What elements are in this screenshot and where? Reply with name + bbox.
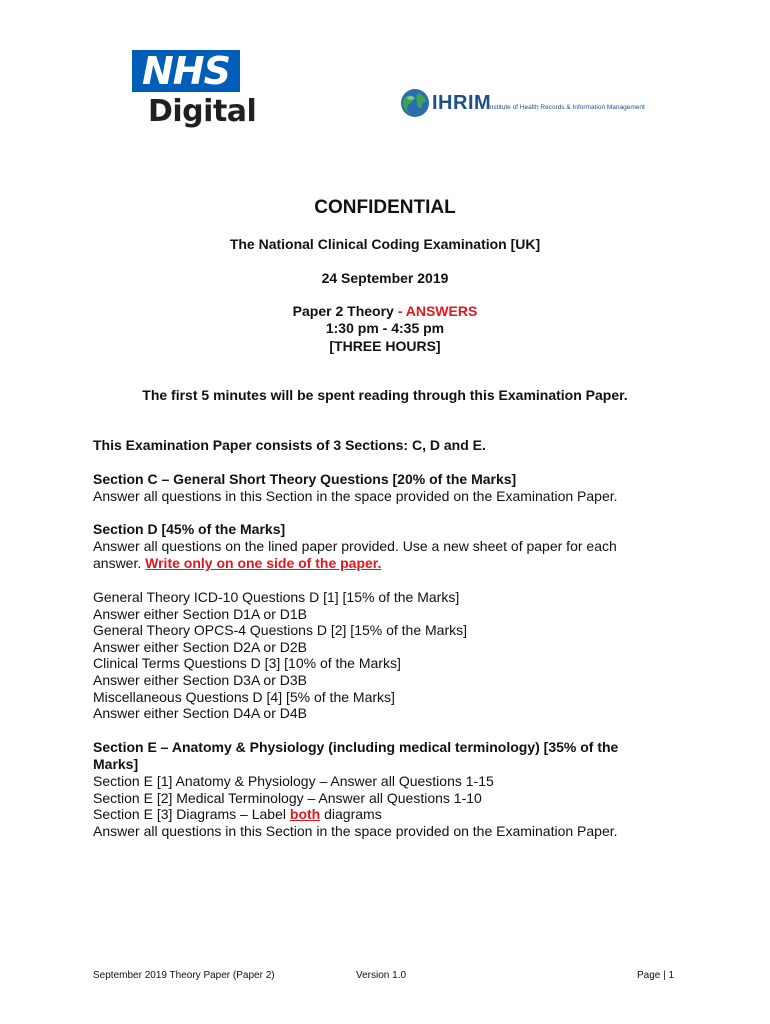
section-d-instruction-lead: answer.: [93, 555, 146, 571]
section-e-item-3-tail: diagrams: [320, 806, 382, 823]
document-title: CONFIDENTIAL: [314, 197, 456, 218]
list-item: Answer either Section D1A or D1B: [93, 605, 307, 622]
list-item: Answer either Section D3A or D3B: [93, 671, 307, 688]
list-item: Clinical Terms Questions D [3] [10% of the Marks]: [93, 655, 401, 672]
list-item: General Theory OPCS-4 Questions D [2] [15% of the Marks]: [93, 622, 468, 639]
section-d-heading: Section D [45% of the Marks]: [93, 521, 286, 537]
list-item: General Theory ICD-10 Questions D [1] [15% of the Marks]: [93, 589, 460, 605]
section-c-instruction: Answer all questions in this Section in the space provided on the Examination Paper.: [93, 488, 618, 504]
section-e-heading-line-1: Section E – Anatomy & Physiology (including medical terminology) [35% of the: [93, 739, 619, 755]
list-item: Answer either Section D2A or D2B: [93, 638, 307, 655]
list-item: Miscellaneous Questions D [4] [5% of the Marks]: [93, 688, 395, 705]
list-item: Answer either Section D4A or D4B: [93, 705, 307, 722]
section-d-list: [93, 589, 693, 722]
reading-note: The first 5 minutes will be spent reading through this Examination Paper.: [142, 387, 628, 403]
section-e-list: [93, 773, 693, 839]
exam-duration: [THREE HOURS]: [329, 338, 441, 354]
list-item: Section E [1] Anatomy & Physiology – Answer all Questions 1-15: [93, 773, 494, 789]
paper-label: Paper 2 Theory: [292, 303, 394, 319]
section-e-item-3-lead: Section E [3] Diagrams – Label: [93, 806, 290, 823]
section-c-heading: Section C – General Short Theory Questions [20% of the Marks]: [93, 471, 517, 487]
exam-name: The National Clinical Coding Examination [UK]: [229, 236, 541, 252]
nhs-logo: NHS: [132, 50, 240, 92]
exam-date: 24 September 2019: [321, 270, 449, 286]
section-d-instruction-1: Answer all questions on the lined paper provided. Use a new sheet of paper for each: [93, 538, 617, 554]
footer-left: September 2019 Theory Paper (Paper 2): [93, 970, 275, 981]
write-one-side-warning: Write only on one side of the paper.: [145, 555, 382, 571]
footer-page-number: Page | 1: [637, 970, 675, 981]
globe-icon: [400, 88, 430, 118]
list-item: [93, 806, 693, 823]
footer-version: Version 1.0: [356, 970, 407, 981]
paper-label-line: [0, 303, 770, 320]
exam-time: 1:30 pm - 4:35 pm: [325, 320, 445, 336]
section-e-heading: [93, 739, 693, 772]
sections-note: This Examination Paper consists of 3 Sections: C, D and E.: [93, 437, 486, 453]
ihrim-subtitle: Institute of Health Records & Information Management: [488, 104, 645, 111]
both-emphasis: both: [289, 806, 321, 823]
list-item: Section E [2] Medical Terminology – Answer all Questions 1-10: [93, 789, 482, 806]
section-d-instruction-2: [93, 555, 693, 572]
section-e-instruction: Answer all questions in this Section in the space provided on the Examination Paper.: [93, 822, 618, 839]
nhs-digital-wordmark: Digital: [148, 94, 257, 129]
section-e-heading-line-2: Marks]: [93, 755, 139, 772]
answers-label: - ANSWERS: [393, 303, 478, 319]
ihrim-wordmark: IHRIM: [432, 92, 492, 114]
